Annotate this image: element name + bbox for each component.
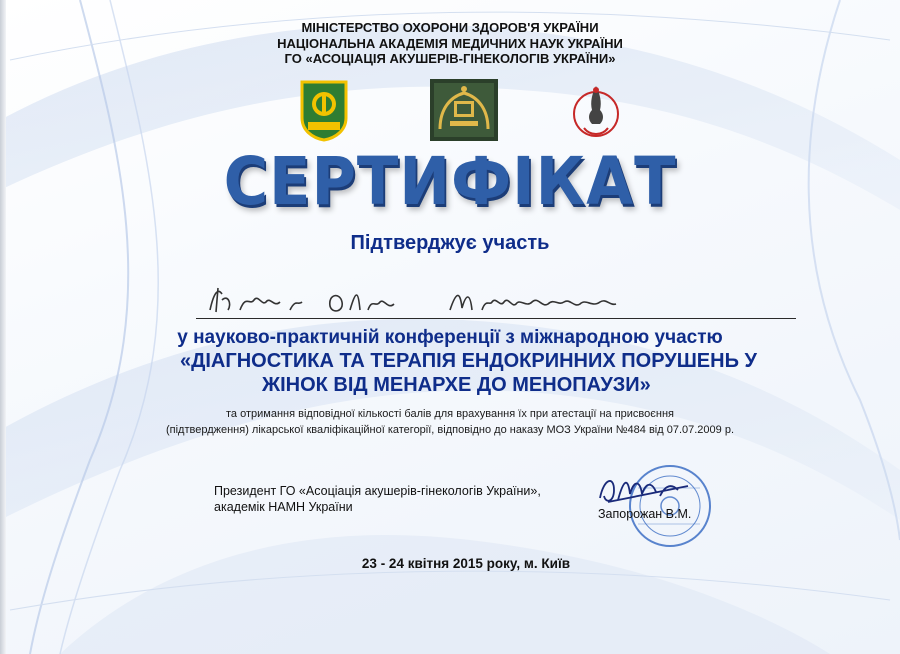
conference-title-line2: ЖІНОК ВІД МЕНАРХЕ ДО МЕНОПАУЗИ»: [262, 374, 651, 396]
president-title-line2: академік НАМН України: [214, 500, 353, 514]
signature-and-stamp: [548, 458, 718, 548]
national-academy-emblem-icon: [430, 79, 498, 141]
association-logo-icon: [570, 80, 622, 144]
ministry-of-health-emblem-icon: [298, 78, 350, 142]
confirms-participation: Підтверджує участь: [350, 232, 550, 254]
president-name: Запорожан В.М.: [598, 507, 692, 521]
name-underline: [196, 318, 796, 319]
header-academy: НАЦІОНАЛЬНА АКАДЕМІЯ МЕДИЧНИХ НАУК УКРАЇНИ: [277, 36, 623, 51]
credits-note-line1: та отримання відповідної кількості балів для врахування їх при атестації на присвоєння: [226, 408, 674, 420]
date-and-place: 23 - 24 квітня 2015 року, м. Київ: [361, 556, 571, 571]
credits-note-line2: (підтвердження) лікарської кваліфікаційної категорії, відповідно до наказу МОЗ України №484 від 07.07.2009 р.: [165, 424, 735, 436]
certificate-title: СЕРТИФІКАТ: [223, 143, 677, 220]
conference-title-line1: «ДІАГНОСТИКА ТА ТЕРАПІЯ ЕНДОКРИННИХ ПОРУШЕНЬ У: [180, 350, 757, 372]
header-ministry: МІНІСТЕРСТВО ОХОРОНИ ЗДОРОВ'Я УКРАЇНИ: [301, 20, 599, 35]
handwritten-participant-name: [200, 280, 760, 320]
conference-intro: у науково-практичній конференції з міжнародною участю: [177, 327, 723, 348]
president-title-line1: Президент ГО «Асоціація акушерів-гінекологів України»,: [214, 484, 541, 498]
header-association: ГО «АСОЦІАЦІЯ АКУШЕРІВ-ГІНЕКОЛОГІВ УКРАЇНИ»: [284, 51, 616, 66]
